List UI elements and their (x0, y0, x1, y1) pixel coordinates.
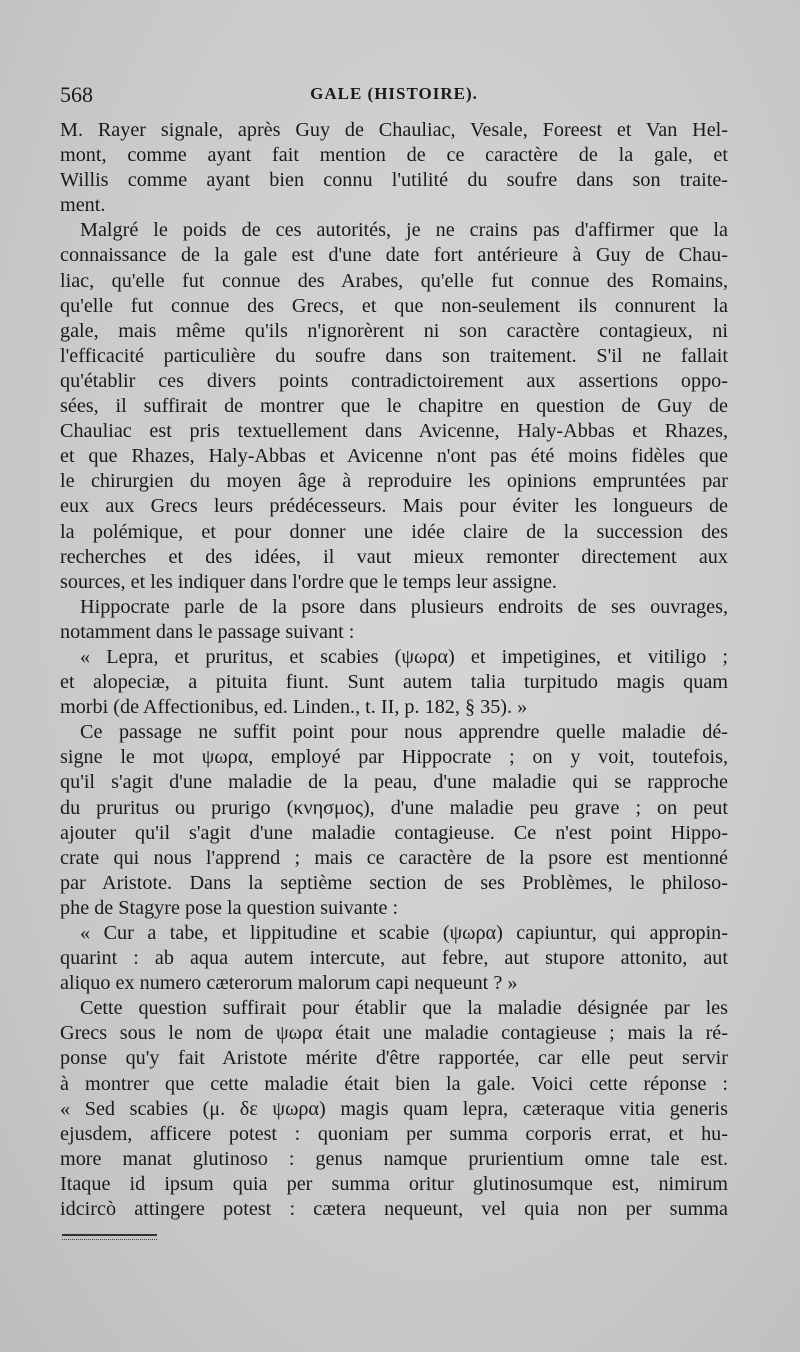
text-line: gale, mais même qu'ils n'ignorèrent ni son caractère contagieux, ni (60, 319, 728, 342)
text-line: sées, il suffirait de montrer que le chapitre en question de Guy de (60, 395, 728, 418)
text-line: ment. (60, 194, 106, 217)
text-line: Grecs sous le nom de ψωρα était une maladie contagieuse ; mais la ré- (60, 1022, 728, 1045)
text-line: idcircò attingere potest : cætera nequeunt, vel quia non per summa (60, 1198, 728, 1221)
text-line: « Lepra, et pruritus, et scabies (ψωρα) et impetigines, et vitiligo ; (80, 645, 728, 668)
text-line: crate qui nous l'apprend ; mais ce caractère de la psore est mentionné (60, 846, 728, 869)
text-line: more manat glutinoso : genus namque prurientium omne tale est. (60, 1147, 728, 1170)
text-line: liac, qu'elle fut connue des Arabes, qu'elle fut connue des Romains, (60, 269, 728, 292)
text-line: sources, et les indiquer dans l'ordre que le temps leur assigne. (60, 570, 557, 593)
text-line: à montrer que cette maladie était bien la gale. Voici cette réponse : (60, 1072, 728, 1095)
text-line: Ce passage ne suffit point pour nous apprendre quelle maladie dé- (80, 721, 728, 744)
page-header (60, 82, 728, 112)
text-line: quarint : ab aqua autem intercute, aut febre, aut stupore attonito, aut (60, 947, 728, 970)
text-line: recherches et des idées, il vaut mieux remonter directement aux (60, 545, 728, 568)
text-line: qu'elle fut connue des Grecs, et que non-seulement ils connurent la (60, 294, 728, 317)
text-line: le chirurgien du moyen âge à reproduire les opinions empruntées par (60, 470, 728, 493)
text-line: et que Rhazes, Haly-Abbas et Avicenne n'ont pas été moins fidèles que (60, 445, 728, 468)
text-line: signe le mot ψωρα, employé par Hippocrate ; on y voit, toutefois, (60, 746, 728, 769)
text-line: ponse qu'y fait Aristote mérite d'être rapportée, car elle peut servir (60, 1047, 728, 1070)
running-title: GALE (HISTOIRE). (310, 84, 478, 103)
text-line: « Sed scabies (μ. δε ψωρα) magis quam lepra, cæteraque vitia generis (60, 1097, 728, 1120)
text-line: M. Rayer signale, après Guy de Chauliac, Vesale, Foreest et Van Hel- (60, 119, 728, 141)
text-line: Cette question suffirait pour établir que la maladie désignée par les (80, 997, 728, 1020)
text-line: morbi (de Affectionibus, ed. Linden., t. II, p. 182, § 35). » (60, 696, 528, 719)
text-line: connaissance de la gale est d'une date fort antérieure à Guy de Chau- (60, 244, 728, 267)
text-line: Willis comme ayant bien connu l'utilité du soufre dans son traite- (60, 169, 728, 192)
text-line: du pruritus ou prurigo (κνησμος), d'une maladie peu grave ; on peut (60, 796, 728, 819)
text-line: Malgré le poids de ces autorités, je ne crains pas d'affirmer que la (80, 219, 728, 242)
text-line: eux aux Grecs leurs prédécesseurs. Mais pour éviter les longueurs de (60, 495, 728, 518)
text-line: qu'il s'agit d'une maladie de la peau, d'une maladie qui se rapproche (60, 771, 728, 794)
text-line: Itaque id ipsum quia per summa oritur glutinosumque est, nimirum (60, 1172, 728, 1195)
text-line: qu'établir ces divers points contradictoirement aux assertions oppo- (60, 369, 728, 392)
text-line: la polémique, et pour donner une idée claire de la succession des (60, 520, 728, 543)
text-line: notamment dans le passage suivant : (60, 620, 355, 643)
text-line: ejusdem, afficere potest : quoniam per summa corporis errat, et hu- (60, 1122, 728, 1145)
page-number: 568 (60, 82, 93, 107)
text-line: Chauliac est pris textuellement dans Avicenne, Haly-Abbas et Rhazes, (60, 420, 728, 443)
body-text (60, 118, 728, 1222)
text-line: et alopeciæ, a pituita fiunt. Sunt autem talia turpitudo magis quam (60, 671, 728, 694)
text-line: ajouter qu'il s'agit d'une maladie contagieuse. Ce n'est point Hippo- (60, 821, 728, 844)
text-line: mont, comme ayant fait mention de ce caractère de la gale, et (60, 144, 728, 167)
text-line: Hippocrate parle de la psore dans plusieurs endroits de ses ouvrages, (80, 595, 728, 618)
text-line: phe de Stagyre pose la question suivante : (60, 896, 399, 919)
text-line: l'efficacité particulière du soufre dans son traitement. S'il ne fallait (60, 344, 728, 367)
text-line: par Aristote. Dans la septième section de ses Problèmes, le philoso- (60, 871, 728, 894)
text-line: aliquo ex numero cæterorum malorum capi nequeunt ? » (60, 972, 518, 995)
text-line: « Cur a tabe, et lippitudine et scabie (ψωρα) capiuntur, qui appropin- (80, 922, 728, 944)
footer-rule (62, 1234, 157, 1240)
